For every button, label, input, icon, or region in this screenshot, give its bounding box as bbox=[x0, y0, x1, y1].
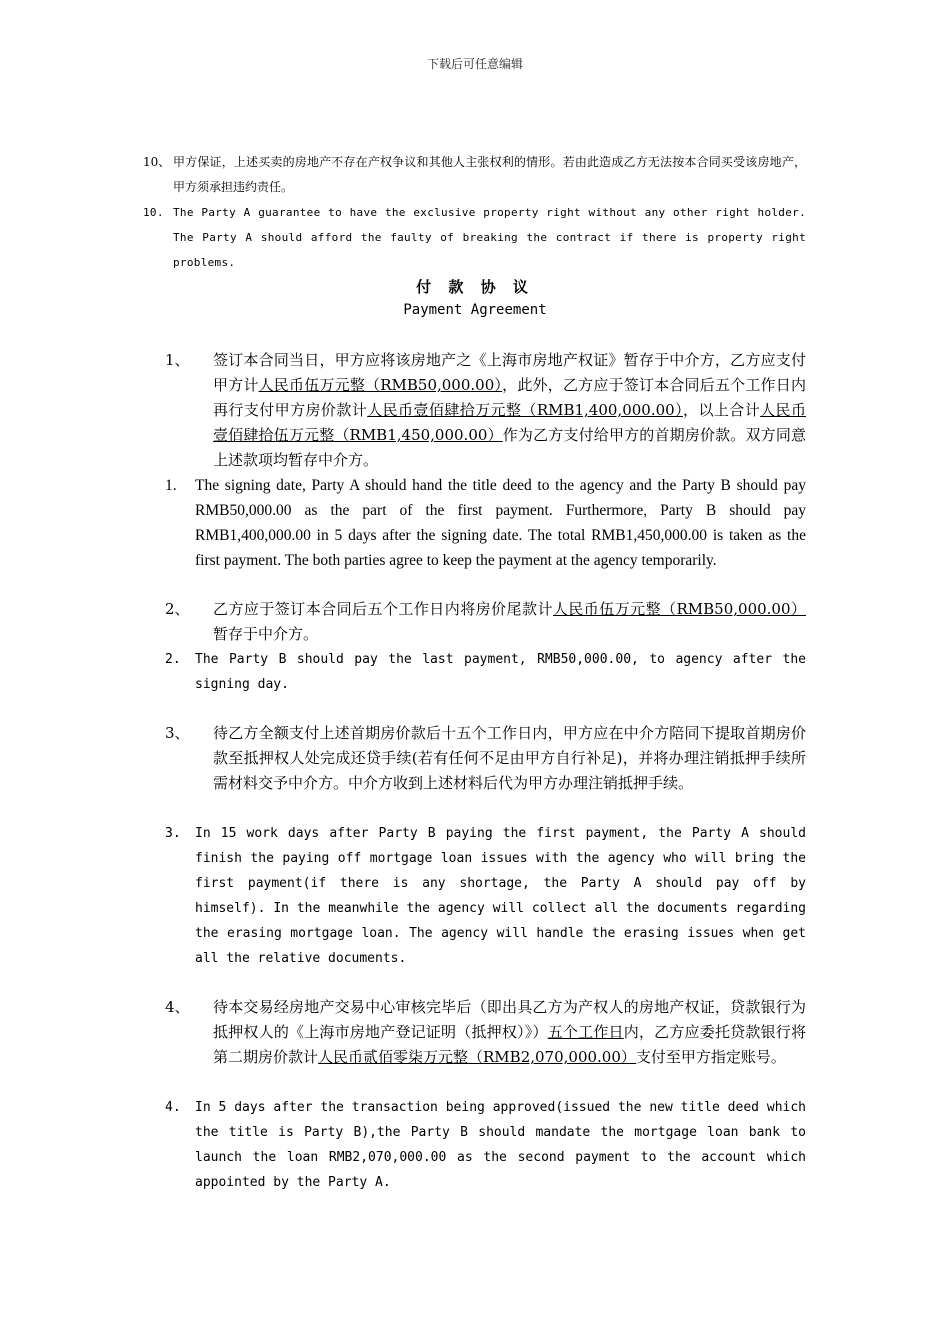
item-number: 2. bbox=[165, 652, 181, 667]
payment-item-2-cn bbox=[165, 597, 806, 647]
item-number: 1、 bbox=[165, 351, 190, 369]
clause-text: 甲方保证，上述买卖的房地产不存在产权争议和其他人主张权利的情形。若由此造成乙方无法按本合同买受该房地产，甲方须承担违约责任。 bbox=[173, 155, 806, 194]
clause-number: 10、 bbox=[143, 155, 171, 169]
clause-number: 10. bbox=[143, 206, 164, 219]
amount-underline: 人民币壹佰肆拾万元整（RMB1,400,000.00） bbox=[367, 401, 684, 419]
amount-underline: 人民币贰佰零柒万元整（RMB2,070,000.00） bbox=[318, 1048, 636, 1066]
item-text: 乙方应于签订本合同后五个工作日内将房价尾款计人民币伍万元整（RMB50,000.00）暂存于中介方。 bbox=[213, 600, 806, 643]
payment-item-3-cn bbox=[165, 721, 806, 796]
item-number: 3. bbox=[165, 826, 181, 841]
amount-underline: 五个工作日 bbox=[547, 1023, 624, 1041]
amount-underline: 人民币壹佰肆拾伍万元整（RMB1,450,000.00） bbox=[213, 401, 806, 444]
item-number: 2、 bbox=[165, 600, 190, 618]
section-title-en: Payment Agreement bbox=[403, 302, 547, 318]
item-number: 1. bbox=[165, 477, 177, 494]
clause-10-cn bbox=[143, 150, 806, 200]
item-text: In 15 work days after Party B paying the first payment, the Party A should finish the paying off mortgage loan issues with the agency who will bring the first payment(if there is any shortage, the Party A should pay off by himself). In the meanwhile the agency will collect all the documents regarding the erasing mortgage loan. The agency will handle the erasing issues when get all the relative documents. bbox=[195, 826, 806, 966]
item-text: The signing date, Party A should hand the title deed to the agency and the Party B should pay RMB50,000.00 as the part of the first payment. Furthermore, Party B should pay RMB1,400,000.00 in 5 days after the signing date. The total RMB1,450,000.00 is taken as the first payment. The both parties agree to keep the payment at the agency temporarily. bbox=[195, 477, 806, 569]
payment-item-3-en bbox=[165, 821, 806, 971]
amount-underline: 人民币伍万元整（RMB50,000.00） bbox=[552, 600, 806, 618]
item-number: 4、 bbox=[165, 998, 190, 1016]
clause-10-en bbox=[143, 200, 806, 275]
item-text: 待本交易经房地产交易中心审核完毕后（即出具乙方为产权人的房地产权证，贷款银行为抵押权人的《上海市房地产登记证明（抵押权）》）五个工作日内，乙方应委托贷款银行将第二期房价款计人民币贰佰零柒万元整（RMB2,070,000.00）支付至甲方指定账号。 bbox=[213, 998, 806, 1066]
payment-item-4-en bbox=[165, 1095, 806, 1195]
page-header: 下载后可任意编辑 bbox=[426, 57, 523, 71]
item-text: 待乙方全额支付上述首期房价款后十五个工作日内，甲方应在中介方陪同下提取首期房价款至抵押权人处完成还贷手续(若有任何不足由甲方自行补足)，并将办理注销抵押手续所需材料交予中介方。中介方收到上述材料后代为甲方办理注销抵押手续。 bbox=[213, 724, 806, 792]
item-text: The Party B should pay the last payment, RMB50,000.00, to agency after the signing day. bbox=[195, 652, 806, 692]
section-title-cn: 付 款 协 议 bbox=[416, 278, 534, 296]
item-number: 4. bbox=[165, 1100, 181, 1115]
clause-text: The Party A guarantee to have the exclusive property right without any other right holder. The Party A should afford the faulty of breaking the contract if there is property right problems. bbox=[173, 206, 806, 269]
item-text: In 5 days after the transaction being approved(issued the new title deed which the title is Party B),the Party B should mandate the mortgage loan bank to launch the loan RMB2,070,000.00 as the second payment to the account which appointed by the Party A. bbox=[195, 1100, 806, 1190]
payment-item-1-cn bbox=[165, 348, 806, 473]
payment-item-1-en bbox=[165, 473, 806, 573]
item-number: 3、 bbox=[165, 724, 190, 742]
payment-item-2-en bbox=[165, 647, 806, 697]
item-text: 签订本合同当日，甲方应将该房地产之《上海市房地产权证》暂存于中介方，乙方应支付甲方计人民币伍万元整（RMB50,000.00），此外，乙方应于签订本合同后五个工作日内再行支付甲方房价款计人民币壹佰肆拾万元整（RMB1,400,000.00），以上合计人民币壹佰肆拾伍万元整（RMB1,450,000.00）作为乙方支付给甲方的首期房价款。双方同意上述款项均暂存中介方。 bbox=[213, 351, 806, 469]
amount-underline: 人民币伍万元整（RMB50,000.00） bbox=[258, 376, 503, 394]
payment-item-4-cn bbox=[165, 995, 806, 1070]
